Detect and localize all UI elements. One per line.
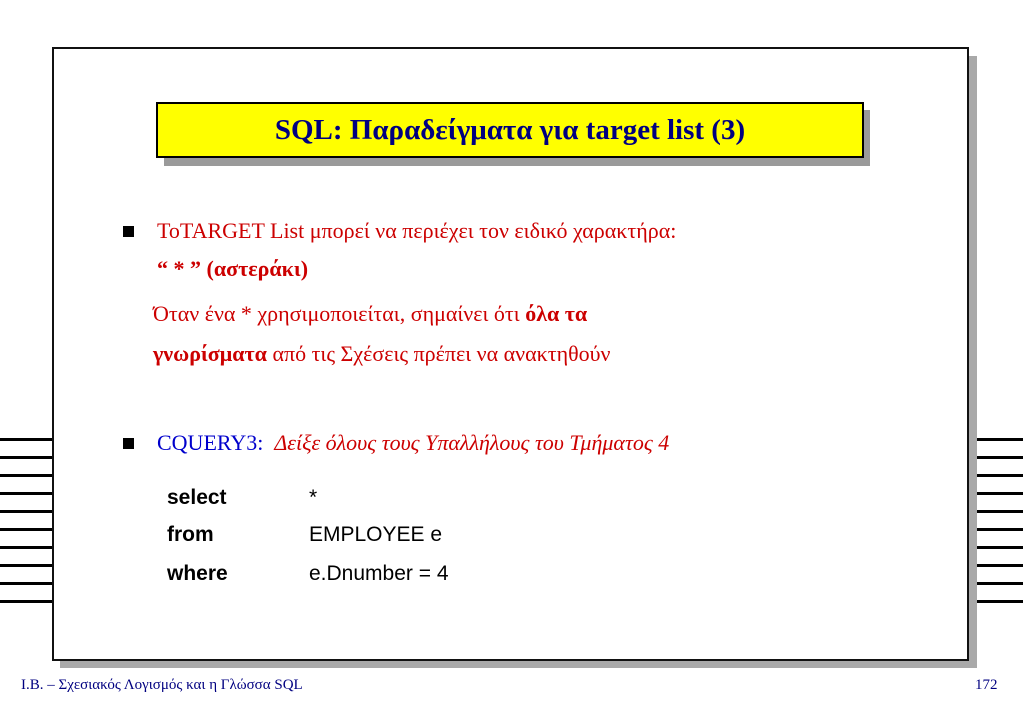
bullet-1-paragraph-line-1: [153, 301, 587, 327]
sql-value-where: e.Dnumber = 4: [309, 562, 449, 585]
sql-value-from: EMPLOYEE e: [309, 523, 443, 546]
bullet-1-line-2: “ * ” (αστεράκι): [157, 256, 309, 281]
footer-title: Ι.Β. – Σχεσιακός Λογισμός και η Γλώσσα SQL: [21, 677, 303, 693]
paragraph-emphasis: όλα τα: [525, 301, 588, 326]
paragraph-emphasis-2: γνωρίσματα: [153, 341, 267, 366]
bullet-1-marker: [123, 226, 134, 237]
bullet-2-marker: [123, 438, 134, 449]
title-box: [156, 102, 864, 158]
query-label: CQUERY3: [157, 430, 258, 455]
sql-keyword-from: from: [167, 523, 214, 546]
left-decorative-lines: [0, 438, 52, 604]
page-number: 172: [975, 677, 998, 693]
sql-keyword-select: select: [167, 486, 227, 509]
query-label-colon: :: [257, 430, 264, 455]
sql-keyword-where: where: [167, 562, 228, 585]
paragraph-text-2: από τις Σχέσεις πρέπει να ανακτηθούν: [266, 341, 611, 366]
query-description: Δείξε όλους τους Υπαλλήλους του Τμήματος 4: [274, 430, 670, 455]
bullet-1-paragraph-line-2: [153, 341, 610, 367]
slide-title: SQL: Παραδείγματα για target list (3): [274, 113, 746, 146]
right-decorative-lines: [971, 438, 1023, 604]
sql-value-select: *: [309, 486, 318, 509]
bullet-1-line-1: ToTARGET List μπορεί να περιέχει τον ειδικό χαρακτήρα:: [157, 218, 677, 243]
paragraph-text: Όταν ένα * χρησιμοποιείται, σημαίνει ότι: [153, 301, 526, 326]
bullet-2-line: [157, 430, 669, 456]
